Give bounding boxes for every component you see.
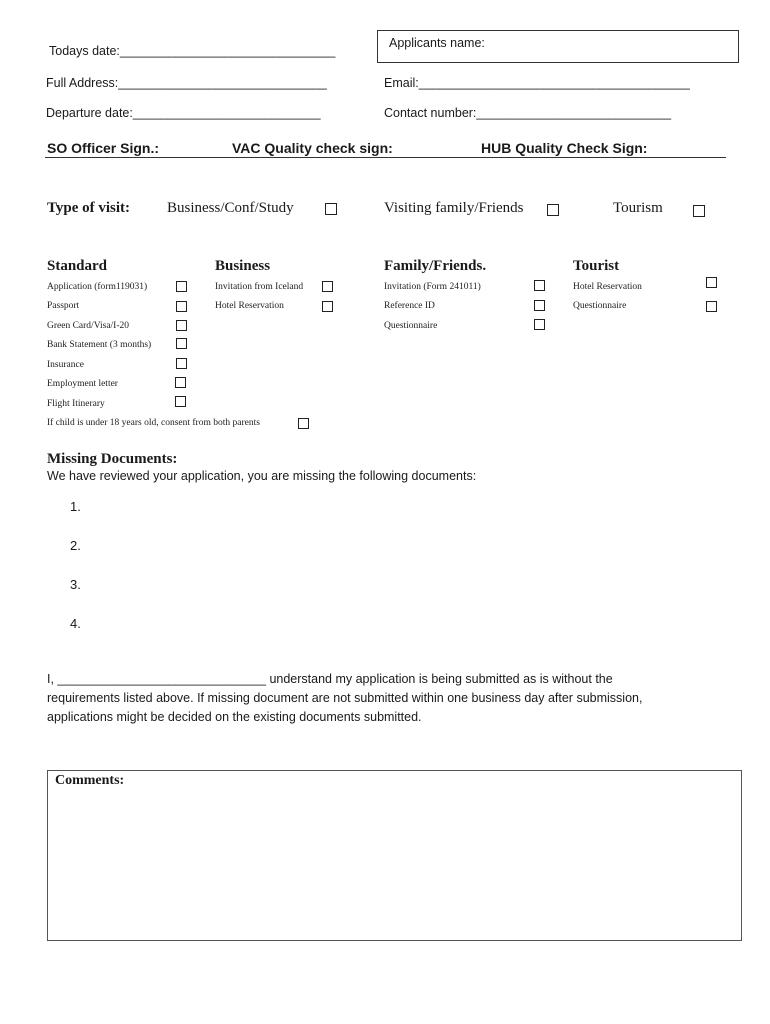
family-item-checkbox[interactable] <box>534 280 545 291</box>
visit-tourism-checkbox[interactable] <box>693 205 705 217</box>
standard-item: Flight Itinerary <box>47 399 105 409</box>
full-address-field[interactable]: Full Address:______________________________ <box>46 76 327 90</box>
business-item-checkbox[interactable] <box>322 281 333 292</box>
missing-item-number: 1. <box>70 499 81 514</box>
tourist-item: Questionnaire <box>573 301 627 311</box>
standard-item: Green Card/Visa/I-20 <box>47 321 129 331</box>
visit-type-label: Type of visit: <box>47 200 131 216</box>
missing-documents-title: Missing Documents: <box>47 451 178 467</box>
missing-item-number: 2. <box>70 538 81 553</box>
family-item: Reference ID <box>384 301 435 311</box>
standard-item: If child is under 18 years old, consent from both parents <box>47 418 260 428</box>
standard-item-checkbox[interactable] <box>176 338 187 349</box>
standard-item-checkbox[interactable] <box>175 377 186 388</box>
statement-line: applications might be decided on the existing documents submitted. <box>47 710 422 724</box>
visit-family-checkbox[interactable] <box>547 204 559 216</box>
visit-option-business: Business/Conf/Study <box>167 200 294 216</box>
family-heading: Family/Friends. <box>384 258 487 274</box>
business-item-checkbox[interactable] <box>322 301 333 312</box>
visit-business-checkbox[interactable] <box>325 203 337 215</box>
hub-quality-sign: HUB Quality Check Sign: <box>481 140 648 156</box>
standard-item: Insurance <box>47 360 84 370</box>
family-item: Questionnaire <box>384 321 438 331</box>
departure-date-field[interactable]: Departure date:___________________________ <box>46 106 321 120</box>
applicant-name-label: Applicants name: <box>389 36 485 50</box>
missing-item-number: 3. <box>70 577 81 592</box>
standard-item-checkbox[interactable] <box>176 320 187 331</box>
family-item: Invitation (Form 241011) <box>384 282 481 292</box>
comments-box[interactable] <box>47 770 742 941</box>
visit-option-family: Visiting family/Friends <box>384 200 524 216</box>
statement-line[interactable]: I, ______________________________ understand my application is being submitted as is without the <box>47 672 613 686</box>
visit-option-tourism: Tourism <box>613 200 663 216</box>
standard-item-checkbox[interactable] <box>176 358 187 369</box>
standard-heading: Standard <box>47 258 108 274</box>
standard-item: Application (form119031) <box>47 282 148 292</box>
standard-item-checkbox[interactable] <box>298 418 309 429</box>
standard-item: Employment letter <box>47 379 118 389</box>
so-officer-sign: SO Officer Sign.: <box>47 140 160 156</box>
standard-item-checkbox[interactable] <box>175 396 186 407</box>
business-heading: Business <box>215 258 271 274</box>
business-item: Hotel Reservation <box>215 301 284 311</box>
standard-item-checkbox[interactable] <box>176 301 187 312</box>
contact-number-field[interactable]: Contact number:____________________________ <box>384 106 672 120</box>
tourist-item: Hotel Reservation <box>573 282 642 292</box>
missing-item-number: 4. <box>70 616 81 631</box>
vac-quality-sign: VAC Quality check sign: <box>232 140 393 156</box>
email-field[interactable]: Email:_______________________________________ <box>384 76 690 90</box>
standard-item-checkbox[interactable] <box>176 281 187 292</box>
tourist-item-checkbox[interactable] <box>706 277 717 288</box>
standard-item: Passport <box>47 301 80 311</box>
missing-documents-intro: We have reviewed your application, you are missing the following documents: <box>47 469 477 483</box>
tourist-item-checkbox[interactable] <box>706 301 717 312</box>
standard-item: Bank Statement (3 months) <box>47 340 152 350</box>
statement-line: requirements listed above. If missing document are not submitted within one business day after submission, <box>47 691 643 705</box>
family-item-checkbox[interactable] <box>534 319 545 330</box>
signature-rule <box>45 157 726 158</box>
family-item-checkbox[interactable] <box>534 300 545 311</box>
tourist-heading: Tourist <box>573 258 620 274</box>
business-item: Invitation from Iceland <box>215 282 304 292</box>
todays-date-field[interactable]: Todays date:_______________________________ <box>49 44 336 58</box>
comments-label: Comments: <box>55 773 125 788</box>
